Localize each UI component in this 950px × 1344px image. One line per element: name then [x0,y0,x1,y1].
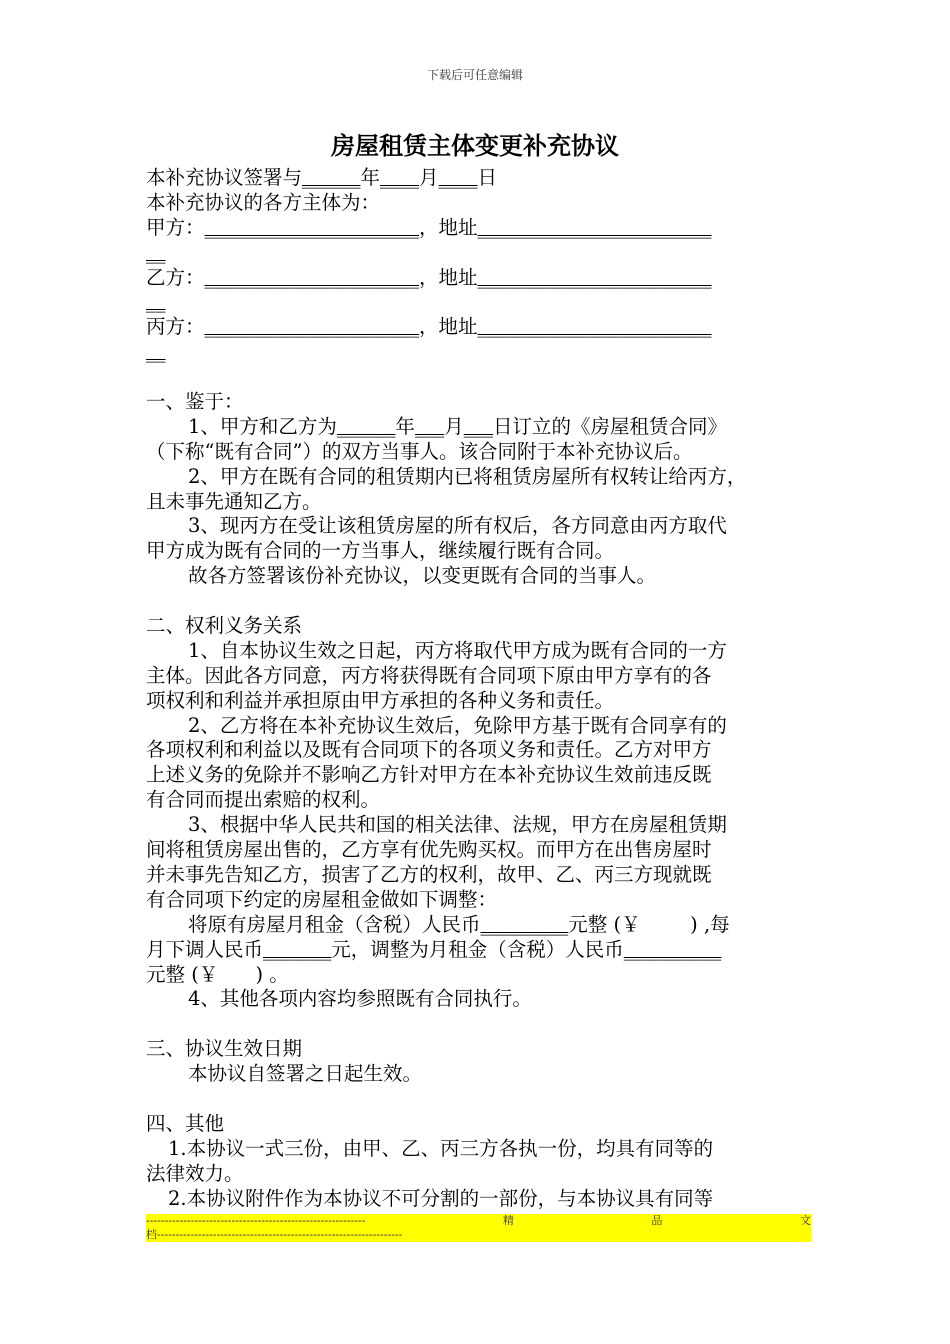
section-1-conclusion: 故各方签署该份补充协议，以变更既有合同的当事人。 [188,564,657,588]
party-c-wrap-blank: __ [146,340,166,364]
party-b-address-label: ，地址 [419,265,478,289]
section-2-item-2: 2、乙方将在本补充协议生效后，免除甲方基于既有合同享有的 [188,713,727,737]
section-2-item-2-cont: 各项权利和利益以及既有合同项下的各项义务和责任。乙方对甲方 [146,738,712,762]
section-2-item-3-cont: 间将租赁房屋出售的，乙方享有优先购买权。而甲方在出售房屋时 [146,838,712,862]
s1-year-label: 年 [395,414,415,438]
section-2-item-2-cont: 有合同而提出索赔的权利。 [146,788,381,812]
party-c-address-label: ，地址 [419,315,478,339]
rent-text-a: 将原有房屋月租金（含税）人民币 [188,912,481,936]
party-c-line [146,315,811,340]
section-2-item-3: 3、根据中华人民共和国的相关法律、法规，甲方在房屋租赁期 [188,813,727,837]
signing-date-prefix: 本补充协议签署与 [146,166,303,189]
party-a-label: 甲方： [146,215,205,239]
blank-month: ____ [380,166,420,189]
rent-text-d: 元，调整为月租金（含税）人民币 [331,937,624,961]
rent-blank-reduction: _______ [263,937,332,961]
section-2-item-1-cont: 主体。因此各方同意，丙方将获得既有合同项下原由甲方享有的各 [146,663,712,687]
rent-text-b: 元整 (￥ ) ,每 [568,912,730,936]
party-b-line [146,266,811,291]
party-b-address-blank: ________________________ [477,265,712,289]
s1-item1-text-d: 日订立的《房屋租赁合同》 [492,414,727,438]
party-c-blank: ______________________ [204,315,420,339]
day-label: 日 [477,166,498,189]
section-4-heading: 四、其他 [146,1111,225,1135]
footer-word-3: 文 [799,1214,811,1227]
party-b-wrap [146,290,811,315]
download-note: 下载后可任意编辑 [426,68,523,82]
footer-row-2: 档------------------------------------------------------------------ [146,1228,403,1241]
section-2-heading: 二、权利义务关系 [146,614,303,638]
signing-date-line [146,166,811,191]
document-title: 房屋租赁主体变更补充协议 [331,132,619,160]
party-a-address-label: ，地址 [419,215,478,239]
party-a-wrap [146,241,811,266]
footer-row-1 [146,1214,811,1228]
party-c-address-blank: ________________________ [477,315,712,339]
section-1-item-3: 3、现丙方在受让该租赁房屋的所有权后，各方同意由丙方取代 [188,514,727,538]
section-3-heading: 三、协议生效日期 [146,1037,303,1061]
section-1-heading: 一、鉴于： [146,390,244,414]
rent-adjust-line-1 [146,913,811,938]
rent-blank-new: __________ [623,937,722,961]
section-2-item-1-cont: 项权利和利益并承担原由甲方承担的各种义务和责任。 [146,688,615,712]
section-1-item-1-cont: （下称“既有合同”）的双方当事人。该合同附于本补充协议后。 [146,439,693,463]
rent-adjust-line-2 [146,938,811,963]
section-4-item-1: 1.本协议一式三份，由甲、乙、丙三方各执一份，均具有同等的 [168,1136,714,1160]
rent-adjust-line-3 [146,963,811,988]
footer-watermark-band [146,1214,811,1242]
footer-dashes: ----------------------------------------------------------- [146,1214,366,1227]
month-label: 月 [419,166,439,189]
party-c-wrap [146,340,811,365]
section-1-item-2: 2、甲方在既有合同的租赁期内已将租赁房屋所有权转让给丙方， [188,464,747,488]
party-a-line [146,216,811,241]
rent-text-c: 月下调人民币 [146,937,264,961]
section-2-item-3-cont: 有合同项下约定的房屋租金做如下调整： [146,887,498,911]
s1-blank-day: ___ [463,414,493,438]
rent-blank-original: _________ [480,912,569,936]
party-b-blank: ______________________ [204,265,420,289]
s1-blank-month: ___ [414,414,445,438]
document-body [146,166,811,1211]
section-4-item-1-cont: 法律效力。 [146,1161,244,1185]
party-a-wrap-blank: __ [146,240,166,264]
section-3-text: 本协议自签署之日起生效。 [188,1062,423,1086]
blank-year: ______ [302,166,361,189]
party-b-wrap-blank: __ [146,290,166,314]
footer-word-1: 精 [502,1214,514,1227]
s1-blank-year: ______ [336,414,396,438]
s1-month-label: 月 [444,414,464,438]
rent-text-e: 元整 (￥ ) 。 [146,962,289,986]
s1-item1-text-a: 1、甲方和乙方为 [188,414,337,438]
blank-day: ____ [438,166,478,189]
party-a-blank: ______________________ [204,215,420,239]
section-4-item-2: 2.本协议附件作为本协议不可分割的一部份，与本协议具有同等 [168,1186,714,1210]
footer-word-2: 品 [651,1214,663,1227]
section-2-item-4: 4、其他各项内容均参照既有合同执行。 [188,987,532,1011]
parties-intro: 本补充协议的各方主体为： [146,190,381,214]
section-1-item-2-cont: 且未事先通知乙方。 [146,489,322,513]
section-1-item-1 [146,415,811,440]
section-2-item-1: 1、自本协议生效之日起，丙方将取代甲方成为既有合同的一方 [188,638,727,662]
section-2-item-2-cont: 上述义务的免除并不影响乙方针对甲方在本补充协议生效前违反既 [146,763,712,787]
section-2-item-3-cont: 并未事先告知乙方，损害了乙方的权利，故甲、乙、丙三方现就既 [146,862,712,886]
party-c-label: 丙方： [146,315,205,339]
party-b-label: 乙方： [146,265,205,289]
party-a-address-blank: ________________________ [477,215,712,239]
section-1-item-3-cont: 甲方成为既有合同的一方当事人，继续履行既有合同。 [146,539,615,563]
year-label: 年 [360,166,381,189]
